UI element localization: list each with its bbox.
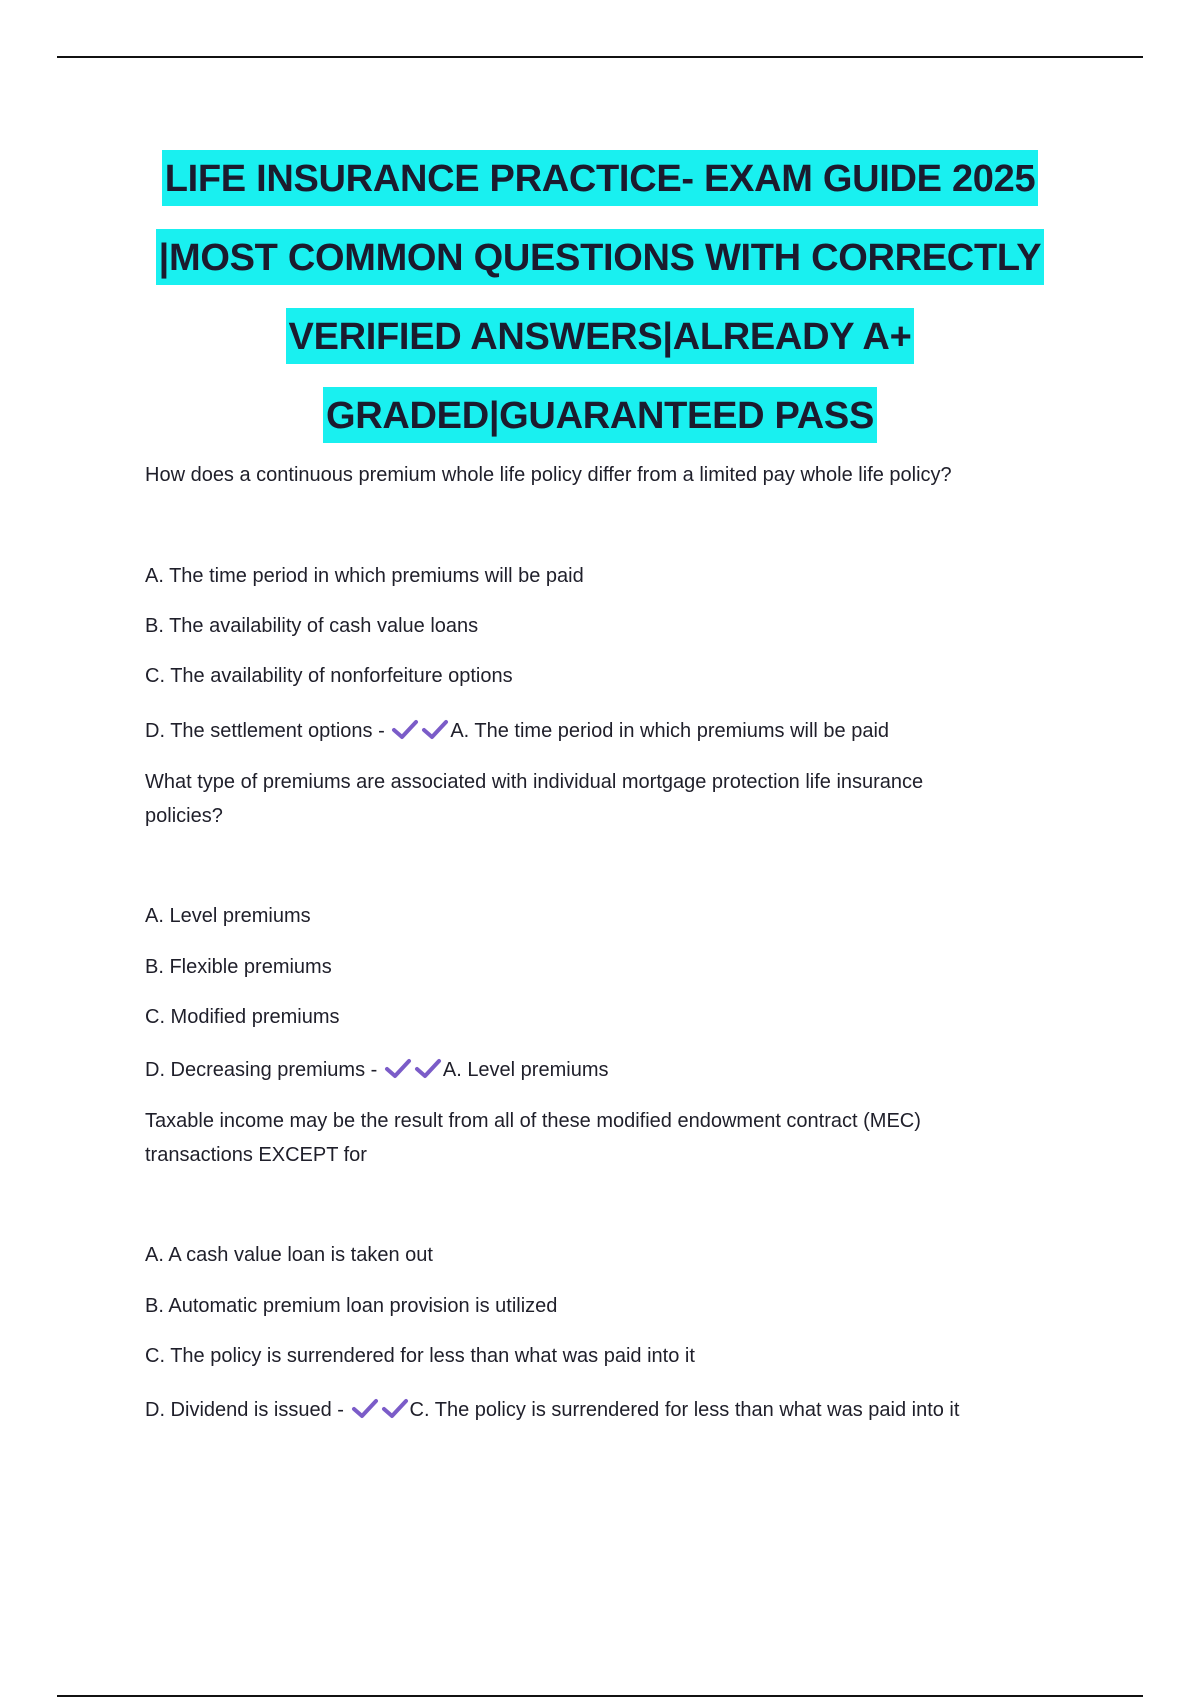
- check-icon: [391, 718, 419, 740]
- check-icon: [381, 1397, 409, 1419]
- top-rule: [57, 56, 1143, 58]
- title-line: GRADED|GUARANTEED PASS: [0, 377, 1200, 456]
- answer-option: C. Modified premiums: [145, 1006, 340, 1028]
- question-prompt: What type of premiums are associated with individual mortgage protection life insurance: [145, 771, 924, 793]
- answer-option: D. Decreasing premiums -: [145, 1059, 378, 1081]
- answer-option: B. Automatic premium loan provision is utilized: [145, 1295, 558, 1317]
- check-icon: [414, 1057, 442, 1079]
- correct-answer: C. The policy is surrendered for less than what was paid into it: [409, 1399, 960, 1421]
- question-prompt: How does a continuous premium whole life policy differ from a limited pay whole life policy?: [145, 464, 952, 486]
- answer-option: D. Dividend is issued -: [145, 1399, 344, 1421]
- answer-option: B. Flexible premiums: [145, 956, 332, 978]
- answer-option: C. The availability of nonforfeiture options: [145, 665, 513, 687]
- correct-answer: A. The time period in which premiums will be paid: [450, 720, 890, 742]
- answer-option-with-key: [145, 714, 889, 748]
- title-line: VERIFIED ANSWERS|ALREADY A+: [0, 298, 1200, 377]
- answer-option: C. The policy is surrendered for less than what was paid into it: [145, 1345, 695, 1367]
- question-prompt: transactions EXCEPT for: [145, 1144, 367, 1166]
- answer-option-with-key: [145, 1053, 608, 1087]
- answer-option: B. The availability of cash value loans: [145, 615, 479, 637]
- question-prompt: Taxable income may be the result from all of these modified endowment contract (MEC): [145, 1110, 921, 1132]
- title-line: LIFE INSURANCE PRACTICE- EXAM GUIDE 2025: [0, 140, 1200, 219]
- answer-option: A. A cash value loan is taken out: [145, 1244, 433, 1266]
- answer-option: A. Level premiums: [145, 905, 311, 927]
- check-icon: [384, 1057, 412, 1079]
- document-title: [0, 140, 1200, 456]
- title-line: |MOST COMMON QUESTIONS WITH CORRECTLY: [0, 219, 1200, 298]
- correct-answer: A. Level premiums: [442, 1059, 609, 1081]
- answer-option: D. The settlement options -: [145, 720, 385, 742]
- answer-option-with-key: [145, 1393, 959, 1427]
- bottom-rule: [57, 1695, 1143, 1697]
- answer-option: A. The time period in which premiums will be paid: [145, 565, 584, 587]
- check-icon: [351, 1397, 379, 1419]
- question-prompt: policies?: [145, 805, 223, 827]
- check-icon: [421, 718, 449, 740]
